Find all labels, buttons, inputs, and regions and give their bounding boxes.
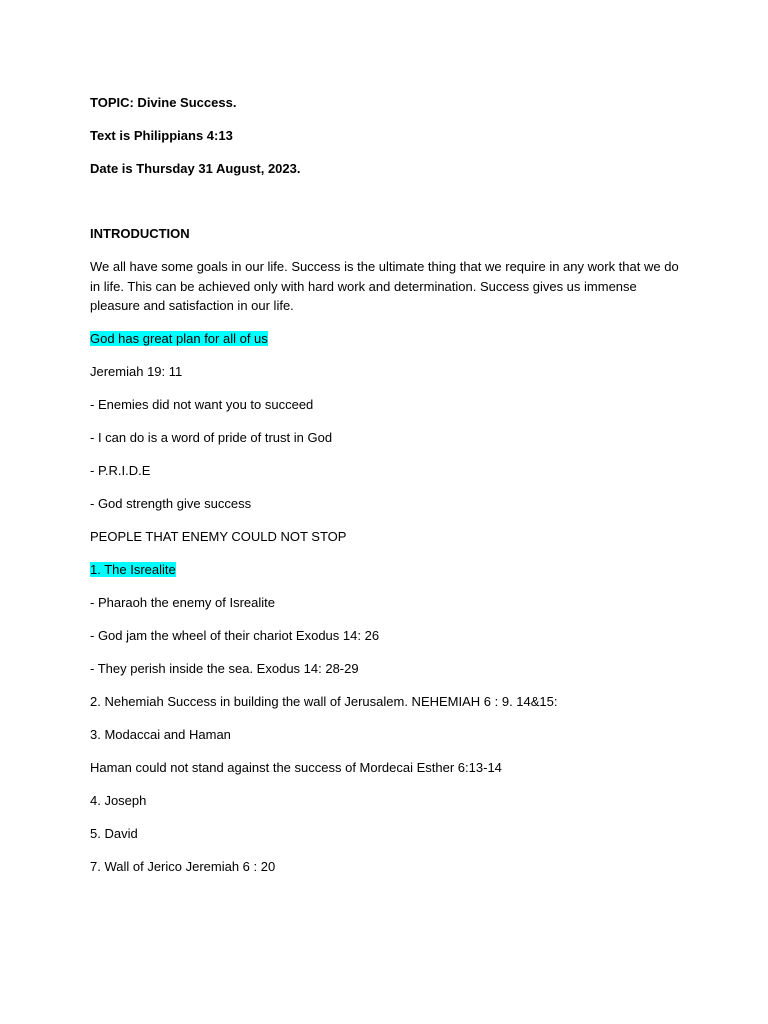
highlighted-line-isrealite xyxy=(90,560,690,580)
bullet-line: - God jam the wheel of their chariot Exodus 14: 26 xyxy=(90,628,380,643)
topic-line: TOPIC: Divine Success. xyxy=(90,95,237,110)
list-item-nehemiah: 2. Nehemiah Success in building the wall of Jerusalem. NEHEMIAH 6 : 9. 14&15: xyxy=(90,694,558,709)
bullet-line: - I can do is a word of pride of trust in God xyxy=(90,430,333,445)
bullet-line: - Enemies did not want you to succeed xyxy=(90,397,314,412)
introduction-paragraph: We all have some goals in our life. Success is the ultimate thing that we require in any work that we do in life. This can be achieved only with hard work and determination. Success gives us immense pleasure and satisfaction in our life. xyxy=(90,259,679,313)
list-item-modaccai: 3. Modaccai and Haman xyxy=(90,727,231,742)
highlighted-line-plan xyxy=(90,329,690,349)
highlight-text: 1. The Isrealite xyxy=(90,562,176,577)
section-heading: PEOPLE THAT ENEMY COULD NOT STOP xyxy=(90,529,347,544)
jeremiah-reference: Jeremiah 19: 11 xyxy=(90,364,183,379)
list-item-jerico: 7. Wall of Jerico Jeremiah 6 : 20 xyxy=(90,859,276,874)
bullet-line: - Pharaoh the enemy of Isrealite xyxy=(90,595,275,610)
list-item-detail: Haman could not stand against the success of Mordecai Esther 6:13-14 xyxy=(90,760,502,775)
bullet-line: - P.R.I.D.E xyxy=(90,463,151,478)
bullet-line: - God strength give success xyxy=(90,496,252,511)
list-item-joseph: 4. Joseph xyxy=(90,793,147,808)
text-reference-line: Text is Philippians 4:13 xyxy=(90,128,233,143)
document-page xyxy=(90,93,690,890)
list-item-david: 5. David xyxy=(90,826,138,841)
date-line: Date is Thursday 31 August, 2023. xyxy=(90,161,301,176)
highlight-text: God has great plan for all of us xyxy=(90,331,268,346)
bullet-line: - They perish inside the sea. Exodus 14: 28-29 xyxy=(90,661,359,676)
introduction-heading: INTRODUCTION xyxy=(90,226,190,241)
spacer xyxy=(90,192,690,224)
